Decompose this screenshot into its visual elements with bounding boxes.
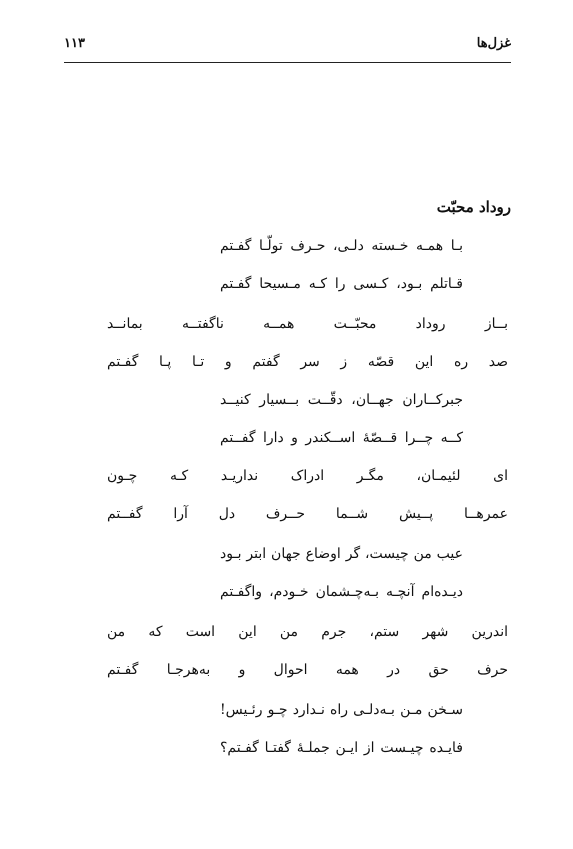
header-divider (64, 62, 511, 63)
verse-line: بـا همـه خـسته دلـی، حـرف تولّـا گفـتم (220, 238, 463, 254)
stanza-3 (220, 390, 463, 448)
verse-line: صد ره این قصّه ز سر گفتم و تـا پـا گفـتم (107, 354, 508, 370)
verse-line: قـاتلم بـود، کـسی را کـه مـسیحا گفـتم (220, 276, 463, 292)
running-header (64, 36, 511, 58)
verse-line: جبرکــاران جهــان، دقّــت بــسیار کنیــد (220, 392, 463, 408)
stanza-4 (107, 466, 508, 524)
stanza-7 (220, 700, 463, 758)
verse-line: عیب من چیست، گر اوضاع جهان ابتر بـود (220, 546, 463, 562)
verse-line: دیـده‌ام آنچـه بـه‌چـشمان خـودم، واگفـتم (220, 584, 463, 600)
stanza-2 (107, 314, 508, 372)
verse-line: اندرین شهر ستم، جرم من این است که من (107, 624, 508, 640)
verse-line: حرف حق در همه احوال و به‌هرجـا گفـتم (107, 662, 508, 678)
verse-line: بــاز روداد محبّــت همــه ناگفتــه بمانــد (107, 316, 508, 332)
poem-title: روداد محبّت (436, 198, 511, 216)
verse-line: فایـده چیـست از ایـن جملـهٔ گفتـا گفـتم؟ (220, 740, 463, 756)
verse-line: کــه چــرا قــصّهٔ اســکندر و دارا گفــتم (220, 430, 463, 446)
section-title: غزل‌ها (476, 36, 511, 51)
stanza-1 (220, 236, 463, 294)
stanza-6 (107, 622, 508, 680)
stanza-5 (220, 544, 463, 602)
verse-line: عمرهــا پــیش شــما حــرف دل آرا گفــتم (107, 506, 508, 522)
page-number: ۱۱۳ (64, 36, 85, 51)
verse-line: ای لئیمـان، مگـر ادراک نداریـد کـه چـون (107, 468, 508, 484)
verse-line: سـخن مـن بـه‌دلـی راه نـدارد چـو رئـیس! (220, 702, 463, 718)
